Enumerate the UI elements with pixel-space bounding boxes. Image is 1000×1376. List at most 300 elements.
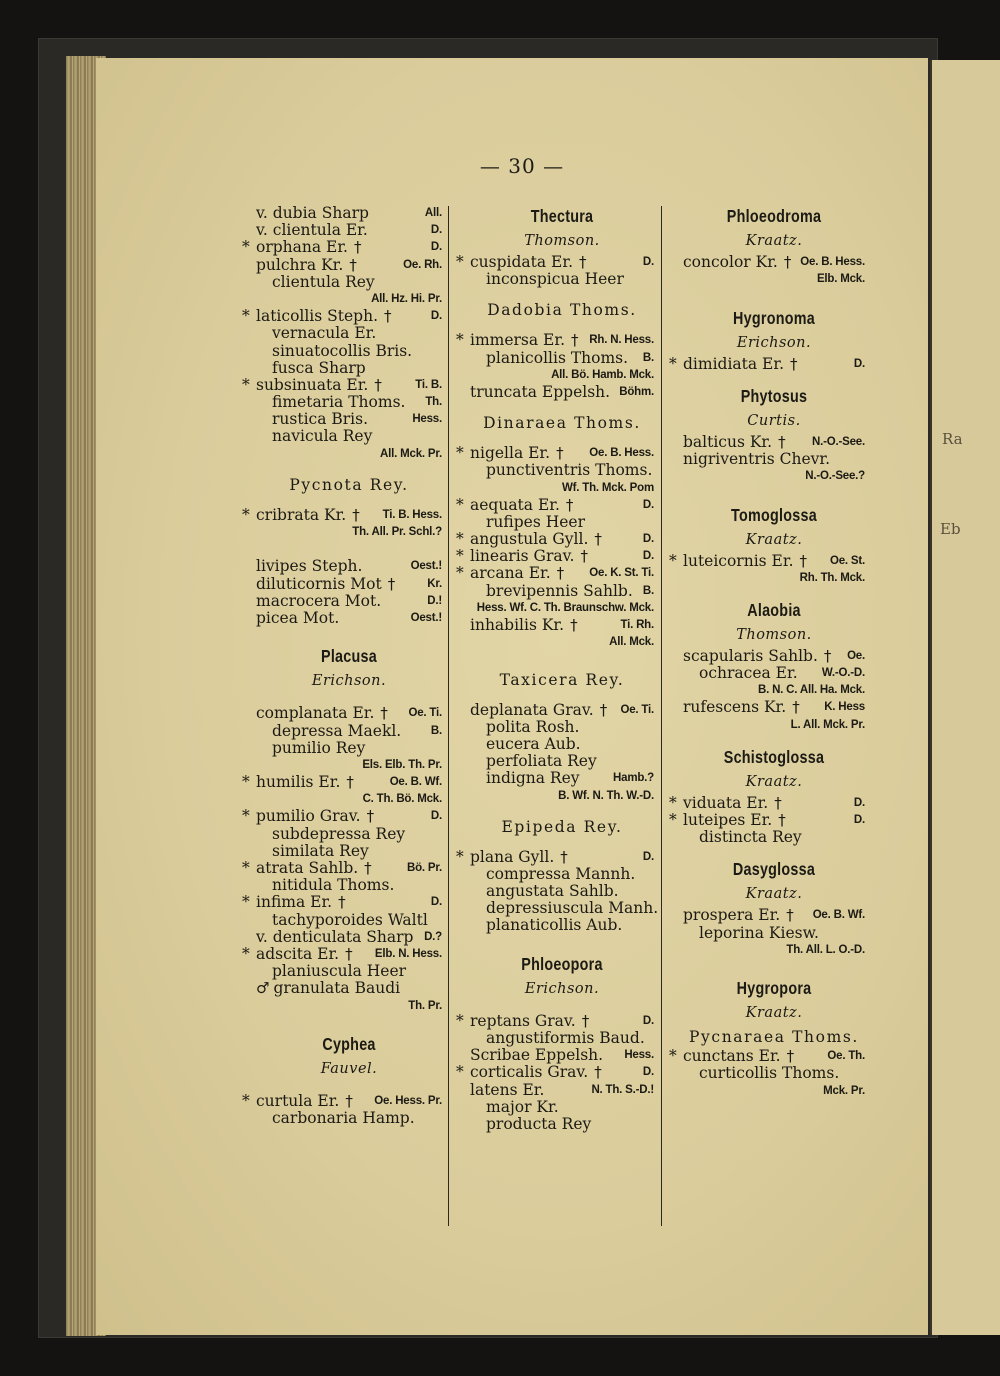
species-entry [456, 444, 654, 463]
species-entry [256, 257, 442, 274]
distribution-abbrev: Bö. Pr. [406, 862, 442, 874]
species-name: planiuscula Heer [272, 962, 407, 981]
species-name: prospera Er. [683, 906, 781, 925]
species-name: rustica Bris. [272, 410, 369, 429]
cross-symbol-icon: † [786, 1047, 795, 1066]
species-name: curtula Er. [256, 1091, 340, 1110]
spacer [256, 541, 442, 558]
distribution-line: All. Mck. [609, 636, 654, 649]
cross-symbol-icon: † [580, 547, 588, 566]
species-entry [683, 925, 865, 942]
species-name: clientula Rey [272, 272, 375, 291]
subgenus-heading: Pycnaraea Thoms. [689, 1028, 859, 1047]
species-entry [256, 576, 442, 593]
species-entry [470, 350, 654, 367]
asterisk-mark: * [242, 307, 250, 326]
genus-heading: Hygronoma [733, 307, 815, 328]
distribution-line: Elb. Mck. [816, 273, 865, 286]
species-entry [669, 551, 865, 570]
distribution-abbrev: W.-O.-D. [821, 667, 865, 680]
genus-heading: Phloeopora [521, 953, 603, 974]
distribution-line: Els. Elb. Th. Pr. [362, 758, 442, 771]
cross-symbol-icon: † [594, 530, 602, 549]
species-entry [256, 411, 442, 428]
distribution-abbrev: D. [430, 224, 442, 237]
spacer [683, 587, 865, 598]
subgenus-heading: Pycnota Rey. [289, 475, 409, 494]
genus-heading: Phytosus [740, 385, 808, 406]
adjacent-page: Ra Eb [930, 60, 1000, 1335]
asterisk-mark: * [242, 773, 250, 792]
species-name: arcana Er. [470, 564, 551, 583]
species-name: pumilio Rey [272, 738, 366, 757]
cross-symbol-icon: † [346, 773, 354, 792]
distribution-abbrev: Hess. [624, 1049, 654, 1062]
species-name: angustula Gyll. [470, 530, 589, 549]
species-name: balticus Kr. [683, 432, 773, 451]
spacer [470, 935, 654, 952]
species-name: latens Er. [470, 1080, 545, 1099]
column-3 [669, 204, 865, 1100]
species-entry [256, 1110, 442, 1127]
species-entry [242, 307, 442, 326]
spacer [256, 463, 442, 474]
species-name: rufipes Heer [486, 512, 585, 531]
genus-author: Fauvel. [320, 1060, 378, 1077]
cross-symbol-icon: † [579, 253, 587, 271]
species-name: cuspidata Er. [470, 253, 574, 271]
species-name: cribrata Kr. [256, 505, 347, 524]
genus-heading: Schistoglossa [723, 746, 825, 767]
species-entry [242, 859, 442, 877]
species-entry [470, 384, 654, 401]
genus-heading: Tomoglossa [731, 504, 817, 525]
species-entry [683, 451, 865, 468]
cross-symbol-icon: † [374, 375, 382, 394]
species-name: fimetaria Thoms. [272, 393, 406, 412]
genus-author: Curtis. [747, 412, 801, 429]
page-number: — 30 — [479, 154, 565, 178]
cross-symbol-icon: † [366, 807, 375, 826]
spacer [256, 1015, 442, 1032]
distribution-abbrev: D. [642, 256, 654, 268]
species-entry [669, 811, 865, 829]
species-name: concolor Kr. [683, 253, 778, 271]
species-entry [256, 325, 442, 342]
species-entry [470, 899, 659, 918]
asterisk-mark: * [456, 1011, 464, 1030]
species-entry [256, 929, 442, 946]
distribution-line: Mck. Pr. [823, 1084, 865, 1097]
distribution-line: B. Wf. N. Th. W.-D. [558, 789, 654, 802]
species-entry [456, 495, 654, 514]
species-entry [242, 944, 442, 963]
species-entry [256, 428, 442, 445]
species-entry [456, 253, 654, 271]
cross-symbol-icon: † [364, 859, 372, 877]
distribution-line: C. Th. Bö. Mck. [362, 793, 442, 806]
species-name: sinuatocollis Bris. [272, 341, 413, 360]
species-name: viduata Er. [683, 793, 769, 812]
distribution-abbrev: B. [430, 724, 442, 737]
species-name: depressiuscula Manh. [486, 899, 659, 918]
species-name: dimidiata Er. [683, 354, 784, 373]
species-entry [256, 826, 442, 843]
cross-symbol-icon: † [345, 1091, 353, 1110]
genus-heading: Dasyglossa [732, 859, 816, 880]
species-name: eucera Aub. [486, 734, 581, 753]
species-entry [683, 699, 865, 716]
distribution-line: Rh. Th. Mck. [799, 571, 865, 584]
distribution-abbrev: N.-O.-See. [812, 435, 865, 448]
distribution-abbrev: Elb. N. Hess. [374, 947, 442, 960]
species-entry [470, 753, 654, 770]
species-name: orphana Er. [256, 238, 348, 257]
species-entry [669, 354, 865, 373]
distribution-abbrev: Oe. B. Hess. [589, 447, 654, 460]
genus-author: Erichson. [311, 673, 387, 690]
cross-symbol-icon: † [581, 1011, 590, 1030]
distribution-line: L. All. Mck. Pr. [790, 718, 865, 731]
species-name: ochracea Er. [699, 664, 798, 683]
cross-symbol-icon: † [345, 944, 353, 963]
asterisk-mark: * [669, 793, 677, 812]
species-entry [242, 807, 442, 826]
species-name: aequata Er. [470, 495, 560, 514]
spacer [256, 627, 442, 644]
asterisk-mark: * [242, 807, 250, 826]
species-entry [683, 829, 865, 846]
species-name: perfoliata Rey [486, 752, 597, 771]
spacer [683, 485, 865, 502]
species-entry [683, 1065, 865, 1082]
distribution-abbrev: N. Th. S.-D.! [591, 1083, 654, 1096]
cross-symbol-icon: † [387, 574, 396, 593]
species-name: scapularis Sahlb. [683, 646, 818, 665]
distribution-abbrev: D. [642, 1014, 654, 1027]
cross-symbol-icon: † [384, 307, 392, 326]
cross-symbol-icon: † [792, 698, 800, 717]
species-entry [456, 530, 654, 549]
species-entry [256, 843, 442, 860]
species-entry [470, 917, 654, 934]
genus-author: Kraatz. [745, 233, 803, 249]
genus-heading: Phloeodroma [726, 206, 822, 226]
distribution-abbrev: D.! [427, 594, 442, 607]
species-entry [470, 583, 654, 600]
cross-symbol-icon: † [349, 255, 357, 274]
asterisk-mark: * [669, 1047, 677, 1066]
species-name: similata Rey [272, 841, 369, 860]
cross-symbol-icon: † [556, 564, 565, 583]
cross-symbol-icon: † [570, 616, 578, 634]
species-entry [256, 610, 442, 627]
species-entry [256, 343, 442, 360]
distribution-abbrev: B. [642, 351, 654, 364]
species-name: major Kr. [486, 1097, 559, 1116]
distribution-line: Th. Pr. [408, 999, 442, 1012]
species-entry [470, 617, 654, 634]
species-entry [256, 963, 442, 980]
distribution-abbrev: Th. [425, 396, 442, 409]
asterisk-mark: * [242, 375, 250, 394]
species-entry [669, 1047, 865, 1066]
species-name: v. dubia Sharp [256, 204, 369, 222]
species-name: producta Rey [486, 1114, 592, 1133]
species-entry [242, 238, 442, 257]
distribution-abbrev: Oe. [847, 649, 865, 662]
species-name: granulata Baudi [273, 979, 401, 998]
species-name: fusca Sharp [272, 358, 366, 377]
species-name: Scribae Eppelsh. [470, 1046, 604, 1065]
species-name: vernacula Er. [272, 324, 377, 343]
species-entry [256, 705, 442, 722]
species-entry [256, 274, 442, 291]
species-name: pumilio Grav. [256, 807, 361, 826]
species-name: polita Rosh. [486, 717, 580, 736]
distribution-abbrev: Hess. [412, 413, 442, 426]
species-name: planaticollis Aub. [486, 916, 623, 935]
genus-author: Kraatz. [745, 531, 803, 548]
subgenus-heading: Taxicera Rey. [499, 670, 625, 689]
species-entry [470, 736, 654, 753]
asterisk-mark: * [669, 551, 677, 570]
species-entry [256, 980, 442, 997]
cross-symbol-icon: † [556, 444, 564, 463]
spacer [683, 846, 865, 857]
distribution-abbrev: D. [430, 310, 442, 323]
distribution-abbrev: Oe. K. St. Ti. [589, 567, 654, 580]
species-name: brevipennis Sahlb. [486, 581, 633, 600]
species-entry [256, 558, 442, 575]
distribution-abbrev: B. [642, 584, 654, 597]
species-name: inconspicua Heer [486, 270, 624, 289]
distribution-line: Hess. Wf. C. Th. Braunschw. Mck. [476, 601, 654, 614]
species-entry [256, 740, 442, 757]
asterisk-mark: * [242, 505, 250, 524]
species-name: complanata Er. [256, 704, 375, 723]
species-entry [456, 847, 654, 866]
cross-symbol-icon: † [352, 505, 360, 524]
spacer [470, 651, 654, 668]
distribution-abbrev: Oe. Th. [827, 1050, 865, 1063]
species-entry [256, 360, 442, 377]
species-entry [242, 893, 442, 912]
species-entry [470, 883, 654, 900]
species-name: atrata Sahlb. [256, 859, 359, 877]
species-name: curticollis Thoms. [699, 1064, 840, 1083]
species-entry [256, 222, 442, 239]
spacer [683, 288, 865, 305]
distribution-abbrev: D. [642, 850, 654, 863]
distribution-abbrev: Böhm. [619, 385, 654, 398]
distribution-line: B. N. C. All. Ha. Mck. [757, 684, 865, 697]
species-entry [256, 394, 442, 411]
species-name: nigriventris Chevr. [683, 449, 831, 468]
species-entry [242, 375, 442, 394]
species-entry [242, 505, 442, 524]
cross-symbol-icon: † [799, 551, 807, 570]
cross-symbol-icon: † [571, 331, 579, 350]
distribution-abbrev: Oe. Rh. [403, 258, 442, 271]
column-2 [456, 204, 659, 1133]
distribution-line: Th. All. Pr. Schl.? [352, 526, 442, 538]
species-name: rufescens Kr. [683, 698, 787, 717]
species-entry [256, 912, 442, 929]
species-entry [683, 907, 865, 924]
species-entry [242, 1091, 442, 1110]
genus-author: Thomson. [524, 233, 600, 249]
species-name: infima Er. [256, 893, 333, 912]
cross-symbol-icon: † [790, 354, 798, 373]
species-name: picea Mot. [256, 608, 340, 627]
asterisk-mark: * [456, 1063, 464, 1082]
column-divider [448, 206, 449, 1226]
species-entry [683, 665, 865, 682]
distribution-abbrev: Oe. Ti. [620, 703, 654, 716]
asterisk-mark: * [242, 944, 250, 963]
distribution-abbrev: D.? [424, 930, 442, 943]
distribution-abbrev: Rh. N. Hess. [589, 334, 654, 347]
male-symbol-icon: ♂ [256, 979, 270, 998]
distribution-line: All. Bö. Hamb. Mck. [551, 368, 654, 381]
distribution-abbrev: Hamb.? [613, 772, 654, 785]
genus-author: Thomson. [736, 626, 812, 643]
species-name: nigella Er. [470, 444, 551, 463]
asterisk-mark: * [456, 564, 464, 583]
species-entry [456, 564, 654, 583]
species-entry [470, 770, 654, 787]
species-entry [470, 1047, 654, 1064]
species-name: punctiventris Thoms. [486, 461, 653, 480]
distribution-abbrev: D. [853, 814, 865, 826]
distribution-abbrev: Kr. [427, 577, 442, 590]
asterisk-mark: * [456, 253, 464, 271]
species-entry [683, 648, 865, 665]
asterisk-mark: * [669, 354, 677, 373]
cross-symbol-icon: † [778, 811, 786, 829]
distribution-abbrev: Oest.! [410, 611, 442, 624]
asterisk-mark: * [456, 530, 464, 549]
species-entry [470, 514, 654, 531]
species-name: macrocera Mot. [256, 591, 382, 610]
species-entry [683, 254, 865, 271]
species-name: angustata Sahlb. [486, 882, 619, 901]
distribution-abbrev: Oe. B. Wf. [389, 776, 442, 789]
genus-heading: Thectura [530, 206, 594, 226]
genus-heading: Hygropora [736, 978, 812, 999]
cross-symbol-icon: † [774, 793, 782, 812]
species-entry [470, 462, 654, 479]
distribution-abbrev: D. [430, 896, 442, 909]
asterisk-mark: * [456, 331, 464, 350]
subgenus-heading: Dinaraea Thoms. [483, 414, 641, 433]
distribution-abbrev: Oe. Ti. [408, 707, 442, 720]
asterisk-mark: * [456, 847, 464, 866]
species-name: indigna Rey [486, 769, 580, 788]
column-1 [242, 204, 442, 1128]
species-entry [456, 547, 654, 566]
distribution-abbrev: D. [853, 357, 865, 370]
cross-symbol-icon: † [380, 704, 388, 723]
distribution-abbrev: D. [642, 1066, 654, 1079]
species-name: reptans Grav. [470, 1011, 576, 1030]
species-name: carbonaria Hamp. [272, 1109, 415, 1128]
spacer [470, 288, 654, 299]
distribution-abbrev: Ti. B. [415, 378, 442, 391]
species-name: adscita Er. [256, 944, 340, 963]
species-name: humilis Er. [256, 773, 341, 792]
cross-symbol-icon: † [594, 1063, 602, 1082]
distribution-abbrev: D. [642, 498, 654, 511]
distribution-line: N.-O.-See.? [805, 470, 865, 483]
species-name: depressa Maekl. [272, 721, 402, 740]
species-name: leporina Kiesw. [699, 923, 819, 942]
species-name: tachyporoides Waltl [272, 910, 428, 929]
spacer [470, 805, 654, 816]
species-name: linearis Grav. [470, 547, 575, 566]
species-entry [470, 719, 654, 736]
distribution-abbrev: Ti. B. Hess. [382, 508, 442, 521]
spacer [683, 734, 865, 745]
species-entry [256, 877, 442, 894]
distribution-abbrev: D. [642, 533, 654, 546]
species-entry [242, 773, 442, 792]
species-name: pulchra Kr. [256, 255, 344, 274]
asterisk-mark: * [242, 238, 250, 257]
asterisk-mark: * [242, 893, 250, 912]
species-name: luteicornis Er. [683, 551, 794, 570]
distribution-abbrev: Oest.! [410, 560, 442, 573]
species-name: deplanata Grav. [470, 700, 594, 719]
genus-author: Erichson. [524, 980, 600, 997]
species-name: diluticornis Mot [256, 574, 382, 593]
species-name: navicula Rey [272, 427, 373, 446]
asterisk-mark: * [669, 811, 677, 829]
distribution-abbrev: D. [430, 241, 442, 254]
subgenus-heading: Epipeda Rey. [501, 817, 623, 836]
species-entry [470, 1099, 654, 1116]
distribution-line: All. Mck. Pr. [380, 447, 442, 460]
species-name: plana Gyll. [470, 847, 555, 866]
spacer [683, 373, 865, 384]
distribution-abbrev: Oe. B. Hess. [800, 256, 865, 268]
distribution-abbrev: All. [424, 207, 442, 219]
species-entry [256, 723, 442, 740]
species-name: laticollis Steph. [256, 307, 379, 326]
species-name: luteipes Er. [683, 811, 773, 829]
book-page [96, 58, 928, 1335]
species-name: cunctans Er. [683, 1047, 781, 1066]
cross-symbol-icon: † [354, 238, 362, 257]
species-entry [456, 1011, 654, 1030]
species-entry [669, 793, 865, 812]
distribution-abbrev: D. [853, 796, 865, 809]
distribution-abbrev: Oe. St. [829, 554, 865, 567]
distribution-abbrev: Oe. B. Wf. [812, 909, 865, 922]
species-entry [256, 593, 442, 610]
genus-author: Kraatz. [745, 886, 803, 903]
species-name: nitidula Thoms. [272, 876, 395, 895]
species-entry [470, 866, 654, 883]
asterisk-mark: * [456, 547, 464, 566]
subgenus-heading: Dadobia Thoms. [487, 301, 637, 320]
column-divider [661, 206, 662, 1226]
species-entry [456, 1063, 654, 1082]
spacer [470, 401, 654, 412]
genus-heading: Placusa [321, 646, 377, 667]
species-name: v. clientula Er. [256, 221, 368, 240]
